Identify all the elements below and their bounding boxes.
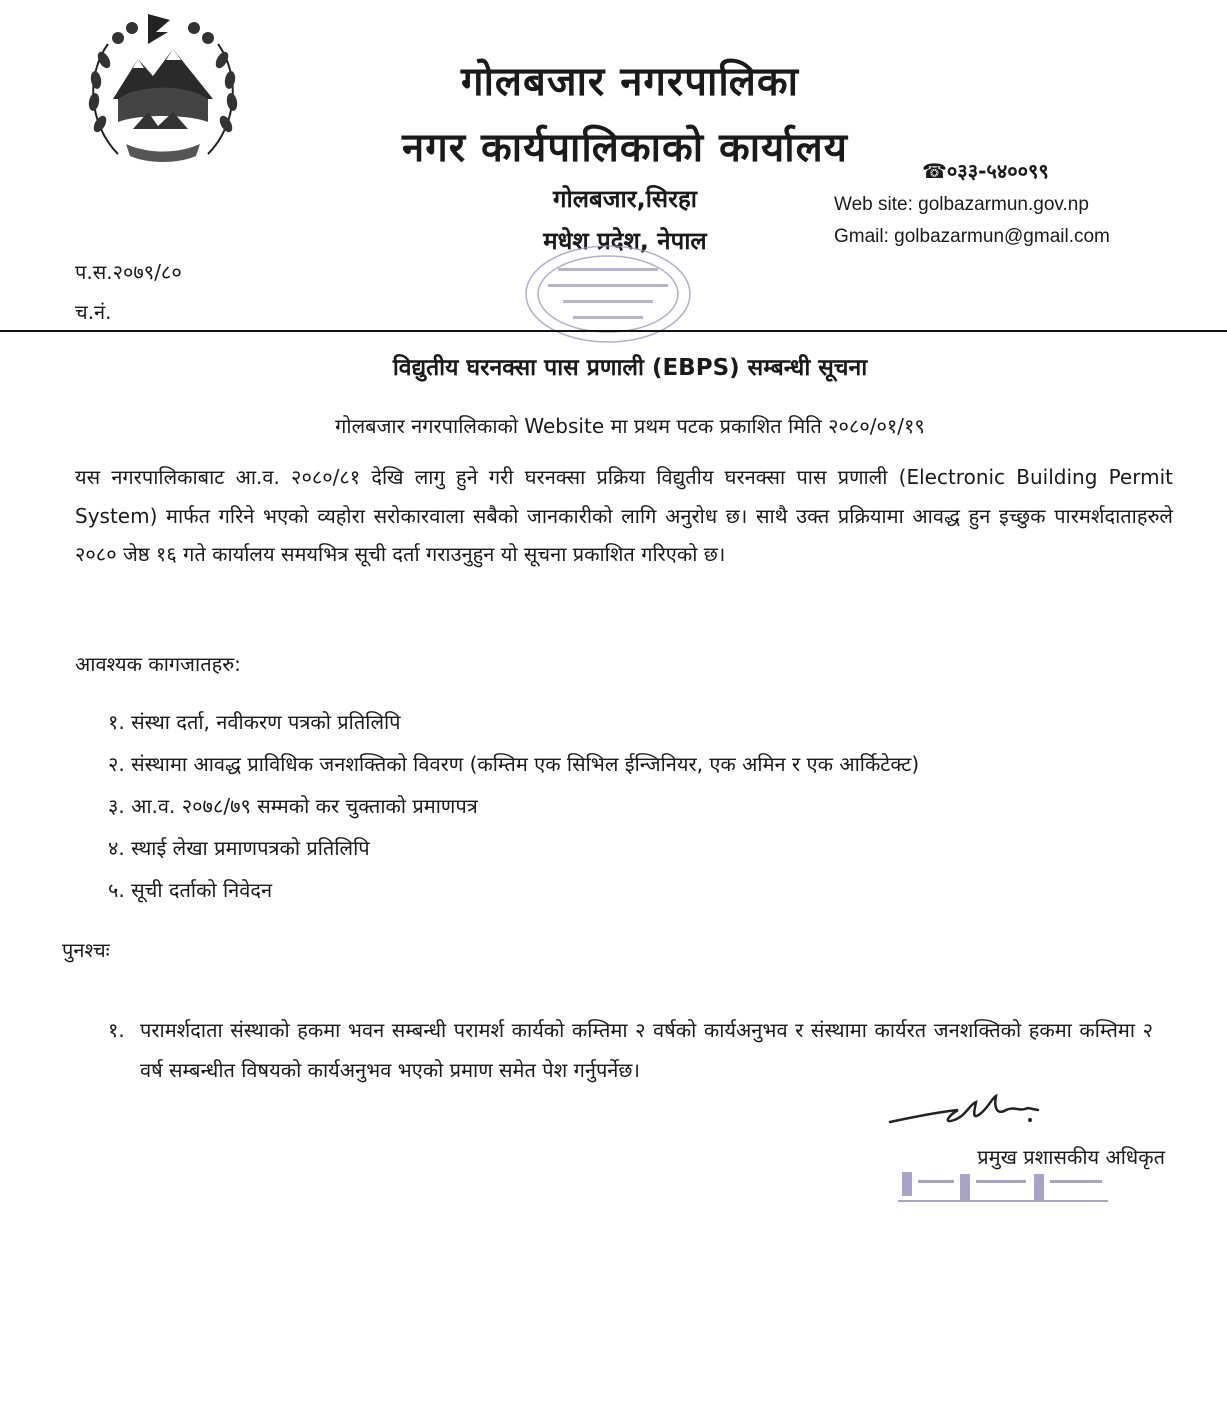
phone-number: ☎०३३-५४००९९ — [922, 159, 1049, 183]
list-item: ५. सूची दर्ताको निवेदन — [108, 878, 273, 902]
notice-body: यस नगरपालिकाबाट आ.व. २०८०/८१ देखि लागु हुने गरी घरनक्सा प्रक्रिया विद्युतीय घरनक्सा पास प्रणाली (Electronic Building Permit System) मार्फत गरिने भएको व्यहोरा सरोकारवाला सबैको जानकारीको लागि अनुरोध छ। साथै उक्त प्रक्रियामा आवद्ध हुन इच्छुक पारमर्शदाताहरुले २०८० जेष्ठ १६ गते कार्यालय समयभित्र सूची दर्ता गराउनुहुन यो सूचना प्रकाशित गरिएको छ। — [75, 465, 1173, 566]
municipality-name: गोलबजार नगरपालिका — [461, 59, 799, 105]
notice-heading: विद्युतीय घरनक्सा पास प्रणाली (EBPS) सम्बन्धी सूचना — [392, 355, 868, 381]
dispatch-number: च.नं. — [75, 300, 112, 324]
signatory-title: प्रमुख प्रशासकीय अधिकृत — [977, 1145, 1165, 1169]
list-item: १. संस्था दर्ता, नवीकरण पत्रको प्रतिलिपि — [108, 710, 401, 734]
reference-number: प.स.२०७९/८० — [75, 260, 182, 284]
gmail-text: Gmail: golbazarmun@gmail.com — [834, 226, 1110, 247]
address-line-2: मधेश प्रदेश, नेपाल — [543, 227, 707, 255]
header-divider — [0, 330, 1227, 332]
documents-list — [108, 710, 1168, 920]
published-date-line: गोलबजार नगरपालिकाको Website मा प्रथम पटक प्रकाशित मिति २०८०/०१/१९ — [335, 414, 925, 438]
office-stamp — [518, 238, 698, 350]
postscript-label: पुनश्चः — [62, 938, 110, 962]
nepal-emblem-icon — [78, 4, 248, 176]
list-item: ४. स्थाई लेखा प्रमाणपत्रको प्रतिलिपि — [108, 836, 370, 860]
documents-label: आवश्यक कागजातहरु: — [75, 652, 241, 676]
list-item: २. संस्थामा आवद्ध प्राविधिक जनशक्तिको विवरण (कम्तिम एक सिभिल ईन्जिनियर, एक अमिन र एक आर्किटेक्ट) — [108, 752, 920, 776]
website-text: Web site: golbazarmun.gov.np — [834, 194, 1089, 215]
postscript-number: १. — [108, 1018, 125, 1042]
address-line-1: गोलबजार,सिरहा — [553, 185, 697, 213]
signature — [888, 1090, 1058, 1140]
postscript-text: परामर्शदाता संस्थाको हकमा भवन सम्बन्धी परामर्श कार्यको कम्तिमा २ वर्षको कार्यअनुभव र संस्थामा कार्यरत जनशक्तिको हकमा कम्तिमा २ वर्ष सम्बन्धीत विषयको कार्यअनुभव भएको प्रमाण समेत पेश गर्नुपर्नेछ। — [140, 1018, 1153, 1082]
officer-stamp — [888, 1166, 1123, 1210]
list-item: ३. आ.व. २०७८/७९ सम्मको कर चुक्ताको प्रमाणपत्र — [108, 794, 478, 818]
office-name: नगर कार्यपालिकाको कार्यालय — [402, 125, 848, 171]
